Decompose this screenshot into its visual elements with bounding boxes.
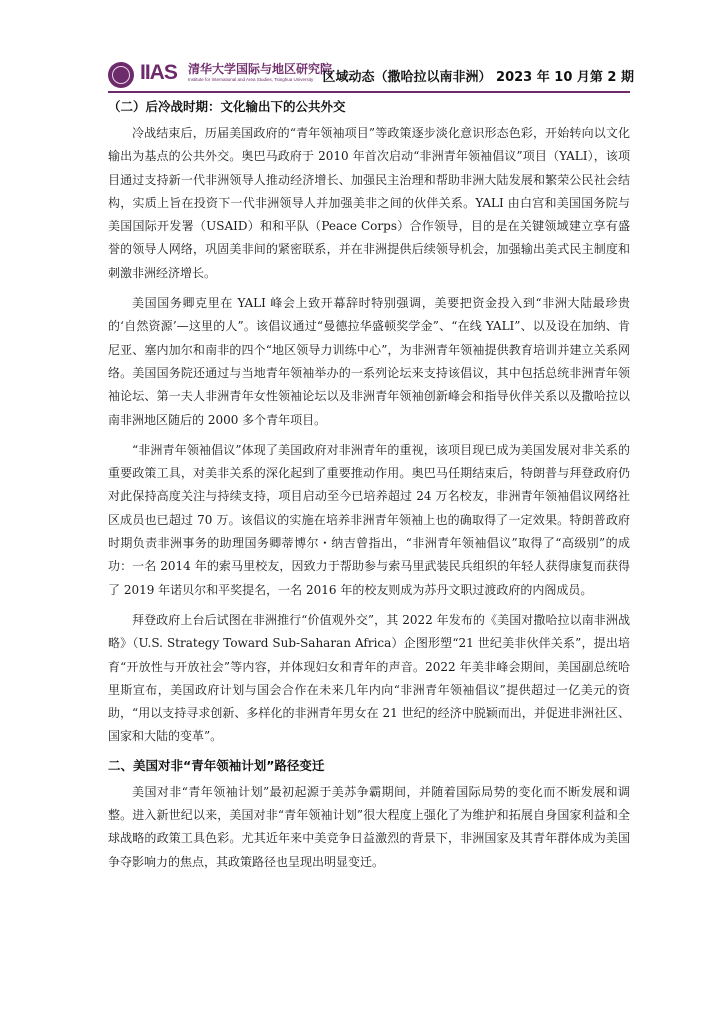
paragraph: 冷战结束后，历届美国政府的“青年领袖项目”等政策逐步淡化意识形态色彩，开始转向以文化输出为基点的公共外交。奥巴马政府于 2010 年首次启动“非洲青年领袖倡议”项目（YALI），该项目通过支持新一代非洲领导人推动经济增长、加强民主治理和帮助非洲大陆发展和繁荣公民社会结构，实质上旨在投资下一代非洲领导人并加强美非之间的伙伴关系。YALI 由白宫和美国国务院与美国国际开发署（USAID）和和平队（Peace Corps）合作领导，目的是在关键领域建立享有盛誉的领导人网络，巩固美非间的紧密联系，并在非洲提供后续领导机会，加强输出美式民主制度和刺激非洲经济增长。 — [108, 126, 630, 280]
paragraph: 美国对非“青年领袖计划”最初起源于美苏争霸期间，并随着国际局势的变化而不断发展和调整。进入新世纪以来，美国对非“青年领袖计划”很大程度上强化了为维护和拓展自身国家利益和全球战略的政策工具色彩。尤其近年来中美竞争日益激烈的背景下，非洲国家及其青年群体成为美国争夺影响力的焦点，其政策路径也呈现出明显变迁。 — [108, 784, 630, 869]
paragraph: 拜登政府上台后试图在非洲推行“价值观外交”，其 2022 年发布的《美国对撒哈拉以南非洲战略》（U.S. Strategy Toward Sub-Saharan Africa）企图形塑“21 世纪美非伙伴关系”，提出培育“开放性与开放社会”等内容，并体现妇女和青年的声音。2022 年美非峰会期间，美国副总统哈里斯宣布，美国政府计划与国会合作在未来几年内向“非洲青年领袖倡议”提供超过一亿美元的资助，“用以支持寻求创新、多样化的非洲青年男女在 21 世纪的经济中脱颖而出，并促进非洲社区、国家和大陆的变革”。 — [108, 612, 630, 744]
journal-title: 区域动态（撒哈拉以南非洲） 2023 年 10 月第 2 期 — [322, 70, 634, 85]
page-header — [108, 60, 634, 90]
logo-text: IIAS — [140, 61, 177, 84]
section-heading: 二、美国对非“青年领袖计划”路径变迁 — [108, 757, 325, 773]
institute-english-name: Institute for International and Area Studies, Tsinghua University — [188, 77, 314, 82]
paragraph: 美国国务卿克里在 YALI 峰会上致开幕辞时特别强调，美要把资金投入到“非洲大陆最珍贵的‘自然资源’—这里的人”。该倡议通过“曼德拉华盛顿奖学金”、“在线 YALI”、以及设在加纳、肯尼亚、塞内加尔和南非的四个“地区领导力训练中心”，为非洲青年领袖提供教育培训并建立关系网络。美国国务院还通过与当地青年领袖举办的一系列论坛来支持该倡议，其中包括总统非洲青年领袖论坛、第一夫人非洲青年女性领袖论坛以及非洲青年领袖创新峰会和指导伙伴关系以及撒哈拉以南非洲地区随后的 2000 多个青年项目。 — [108, 296, 630, 427]
document-body — [108, 94, 630, 874]
paragraph: “非洲青年领袖倡议”体现了美国政府对非洲青年的重视，该项目现已成为美国发展对非关系的重要政策工具，对美非关系的深化起到了重要推动作用。奥巴马任期结束后，特朗普与拜登政府仍对此保持高度关注与持续支持，项目启动至今已培养超过 24 万名校友，非洲青年领袖倡议网络社区成员也已超过 70 万。该倡议的实施在培养非洲青年领袖上也的确取得了一定效果。特朗普政府时期负责非洲事务的助理国务卿蒂博尔・纳吉曾指出，“非洲青年领袖倡议”取得了“高级别”的成功：一名 2014 年的索马里校友，因致力于帮助参与索马里武装民兵组织的年轻人获得康复而获得了 2019 年诺贝尔和平奖提名，一名 2016 年的校友则成为苏丹文职过渡政府的内阁成员。 — [108, 442, 630, 597]
section-heading: （二）后冷战时期：文化输出下的公共外交 — [108, 99, 346, 114]
university-seal-icon — [108, 62, 134, 88]
header-rule — [108, 91, 630, 93]
institute-name: 清华大学国际与地区研究院 — [188, 62, 333, 76]
